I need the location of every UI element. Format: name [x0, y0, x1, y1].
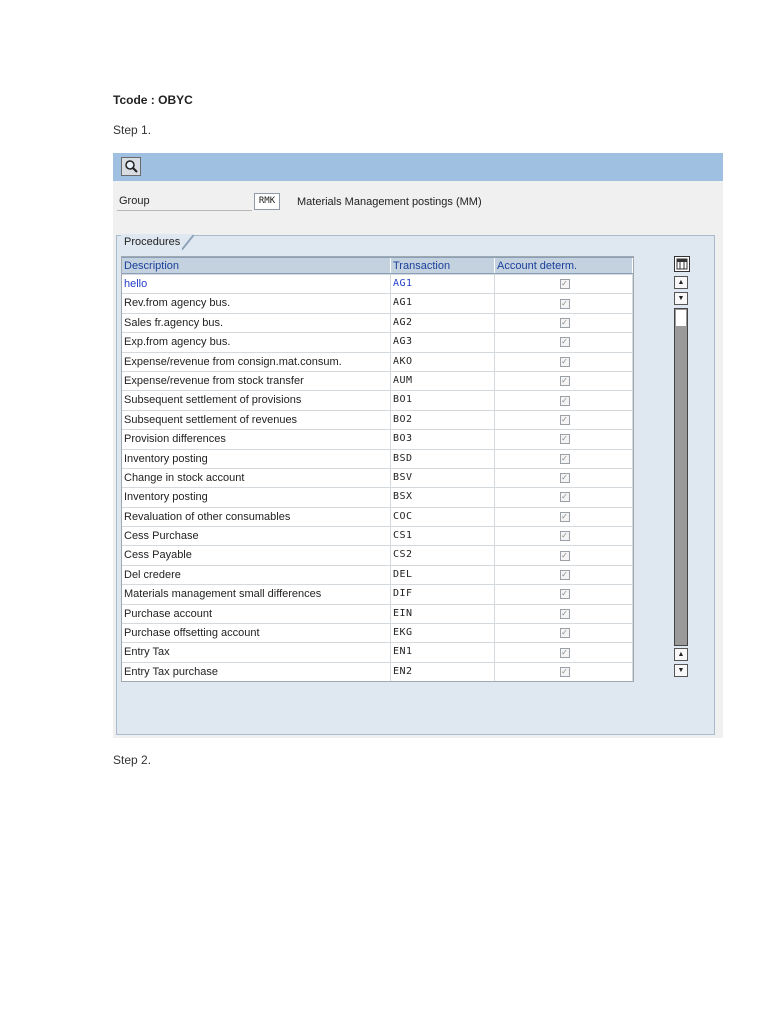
account-determination-cell: [495, 333, 633, 351]
account-determination-checkbox[interactable]: ✓: [561, 356, 568, 366]
table-row[interactable]: [122, 584, 633, 603]
table-row[interactable]: [122, 545, 633, 564]
group-input[interactable]: RMK: [254, 193, 280, 210]
account-determination-cell: [495, 566, 633, 584]
account-determination-cell: [495, 353, 633, 371]
description-cell[interactable]: Rev.from agency bus.: [122, 294, 391, 312]
account-determination-checkbox[interactable]: ✓: [561, 453, 568, 463]
account-determination-checkbox[interactable]: ✓: [561, 317, 568, 327]
transaction-cell[interactable]: DIF: [391, 585, 495, 603]
account-determination-checkbox[interactable]: ✓: [561, 570, 568, 580]
step-1-label: Step 1.: [113, 123, 152, 137]
table-row[interactable]: [122, 565, 633, 584]
table-row[interactable]: [122, 662, 633, 681]
transaction-cell[interactable]: BO2: [391, 411, 495, 429]
description-cell[interactable]: Revaluation of other consumables: [122, 508, 391, 526]
account-determination-checkbox[interactable]: ✓: [561, 473, 568, 483]
scroll-up-button[interactable]: [674, 276, 688, 289]
table-row[interactable]: [122, 449, 633, 468]
table-body: [122, 274, 633, 681]
description-cell[interactable]: Change in stock account: [122, 469, 391, 487]
transaction-cell[interactable]: AG1: [391, 275, 495, 293]
account-determination-cell: [495, 314, 633, 332]
account-determination-checkbox[interactable]: ✓: [561, 337, 568, 347]
account-determination-checkbox[interactable]: ✓: [561, 298, 568, 308]
account-determination-cell: [495, 488, 633, 506]
table-row[interactable]: [122, 293, 633, 312]
scroll-track[interactable]: [674, 308, 688, 646]
description-cell[interactable]: Entry Tax purchase: [122, 663, 391, 681]
transaction-cell[interactable]: BO3: [391, 430, 495, 448]
account-determination-checkbox[interactable]: ✓: [561, 647, 568, 657]
table-settings-button[interactable]: [674, 256, 690, 272]
tcode-heading: Tcode : OBYC: [113, 93, 193, 107]
scroll-thumb[interactable]: [676, 310, 686, 326]
description-cell[interactable]: Provision differences: [122, 430, 391, 448]
table-row[interactable]: [122, 410, 633, 429]
account-determination-checkbox[interactable]: ✓: [561, 628, 568, 638]
account-determination-checkbox[interactable]: ✓: [561, 511, 568, 521]
account-determination-cell: [495, 508, 633, 526]
transaction-cell[interactable]: AG2: [391, 314, 495, 332]
table-row[interactable]: [122, 332, 633, 351]
account-determination-cell: [495, 643, 633, 661]
description-cell[interactable]: Purchase offsetting account: [122, 624, 391, 642]
application-toolbar: [113, 153, 723, 181]
table-row[interactable]: [122, 526, 633, 545]
table-row[interactable]: [122, 313, 633, 332]
group-label: Group: [119, 195, 150, 207]
table-row[interactable]: [122, 371, 633, 390]
transaction-cell[interactable]: BSX: [391, 488, 495, 506]
account-determination-cell: [495, 527, 633, 545]
description-cell[interactable]: Del credere: [122, 566, 391, 584]
scroll-down-icon: ▼: [677, 667, 685, 674]
step-2-label: Step 2.: [113, 753, 152, 767]
column-header-description[interactable]: Description: [122, 258, 391, 273]
account-determination-checkbox[interactable]: ✓: [561, 376, 568, 386]
column-header-transaction[interactable]: Transaction: [391, 258, 495, 273]
description-cell[interactable]: Cess Purchase: [122, 527, 391, 545]
description-cell[interactable]: Expense/revenue from consign.mat.consum.: [122, 353, 391, 371]
scroll-page-down-button[interactable]: [674, 292, 688, 305]
group-label-underline: [117, 210, 252, 211]
procedures-panel: [116, 235, 715, 735]
account-determination-cell: [495, 450, 633, 468]
account-determination-checkbox[interactable]: ✓: [561, 608, 568, 618]
table-row[interactable]: [122, 487, 633, 506]
table-row[interactable]: [122, 604, 633, 623]
account-determination-checkbox[interactable]: ✓: [561, 667, 568, 676]
transaction-cell[interactable]: AUM: [391, 372, 495, 390]
scroll-page-up-button[interactable]: [674, 648, 688, 661]
description-cell[interactable]: Cess Payable: [122, 546, 391, 564]
table-header: [122, 257, 633, 274]
description-cell[interactable]: Materials management small differences: [122, 585, 391, 603]
table-row[interactable]: [122, 390, 633, 409]
table-row[interactable]: [122, 623, 633, 642]
column-header-account-determination[interactable]: Account determ.: [495, 258, 633, 273]
account-determination-cell: [495, 391, 633, 409]
account-determination-checkbox[interactable]: ✓: [561, 395, 568, 405]
transaction-cell[interactable]: AG3: [391, 333, 495, 351]
description-cell[interactable]: Inventory posting: [122, 450, 391, 468]
find-button[interactable]: [121, 157, 141, 176]
account-determination-checkbox[interactable]: ✓: [561, 492, 568, 502]
table-row[interactable]: [122, 352, 633, 371]
account-determination-cell: [495, 624, 633, 642]
account-determination-cell: [495, 546, 633, 564]
account-determination-checkbox[interactable]: ✓: [561, 434, 568, 444]
account-determination-cell: [495, 469, 633, 487]
description-cell[interactable]: Inventory posting: [122, 488, 391, 506]
transaction-cell[interactable]: BSD: [391, 450, 495, 468]
scroll-page-up-icon: ▲: [677, 651, 685, 658]
transaction-cell[interactable]: AKO: [391, 353, 495, 371]
scroll-up-icon: ▲: [677, 279, 685, 286]
account-determination-checkbox[interactable]: ✓: [561, 279, 568, 289]
table-row[interactable]: [122, 642, 633, 661]
transaction-cell[interactable]: BSV: [391, 469, 495, 487]
account-determination-cell: [495, 605, 633, 623]
description-cell[interactable]: Purchase account: [122, 605, 391, 623]
description-cell[interactable]: Exp.from agency bus.: [122, 333, 391, 351]
description-cell[interactable]: Subsequent settlement of revenues: [122, 411, 391, 429]
account-determination-cell: [495, 275, 633, 293]
account-determination-checkbox[interactable]: ✓: [561, 550, 568, 560]
transaction-cell[interactable]: BO1: [391, 391, 495, 409]
account-determination-cell: [495, 430, 633, 448]
account-determination-cell: [495, 411, 633, 429]
table-settings-icon: [675, 257, 689, 271]
scroll-down-button[interactable]: [674, 664, 688, 677]
transaction-cell[interactable]: EKG: [391, 624, 495, 642]
procedures-table: [121, 256, 634, 682]
magnifier-icon: [124, 159, 139, 174]
account-determination-checkbox[interactable]: ✓: [561, 531, 568, 541]
scroll-page-down-icon: ▼: [677, 295, 685, 302]
transaction-cell[interactable]: EN2: [391, 663, 495, 681]
transaction-cell[interactable]: COC: [391, 508, 495, 526]
description-cell[interactable]: hello: [122, 275, 391, 293]
sap-screen: [113, 153, 723, 738]
description-cell[interactable]: Entry Tax: [122, 643, 391, 661]
account-determination-cell: [495, 294, 633, 312]
group-description: Materials Management postings (MM): [297, 196, 482, 208]
description-cell[interactable]: Subsequent settlement of provisions: [122, 391, 391, 409]
procedures-tab[interactable]: Procedures: [121, 234, 194, 250]
transaction-cell[interactable]: AG1: [391, 294, 495, 312]
transaction-cell[interactable]: CS2: [391, 546, 495, 564]
transaction-cell[interactable]: CS1: [391, 527, 495, 545]
table-row[interactable]: [122, 274, 633, 293]
transaction-cell[interactable]: EN1: [391, 643, 495, 661]
account-determination-cell: [495, 372, 633, 390]
description-cell[interactable]: Expense/revenue from stock transfer: [122, 372, 391, 390]
account-determination-checkbox[interactable]: ✓: [561, 414, 568, 424]
table-row[interactable]: [122, 507, 633, 526]
table-row[interactable]: [122, 468, 633, 487]
account-determination-cell: [495, 585, 633, 603]
vertical-scrollbar[interactable]: [674, 276, 689, 684]
table-row[interactable]: [122, 429, 633, 448]
account-determination-cell: [495, 663, 633, 681]
account-determination-checkbox[interactable]: ✓: [561, 589, 568, 599]
description-cell[interactable]: Sales fr.agency bus.: [122, 314, 391, 332]
transaction-cell[interactable]: EIN: [391, 605, 495, 623]
transaction-cell[interactable]: DEL: [391, 566, 495, 584]
